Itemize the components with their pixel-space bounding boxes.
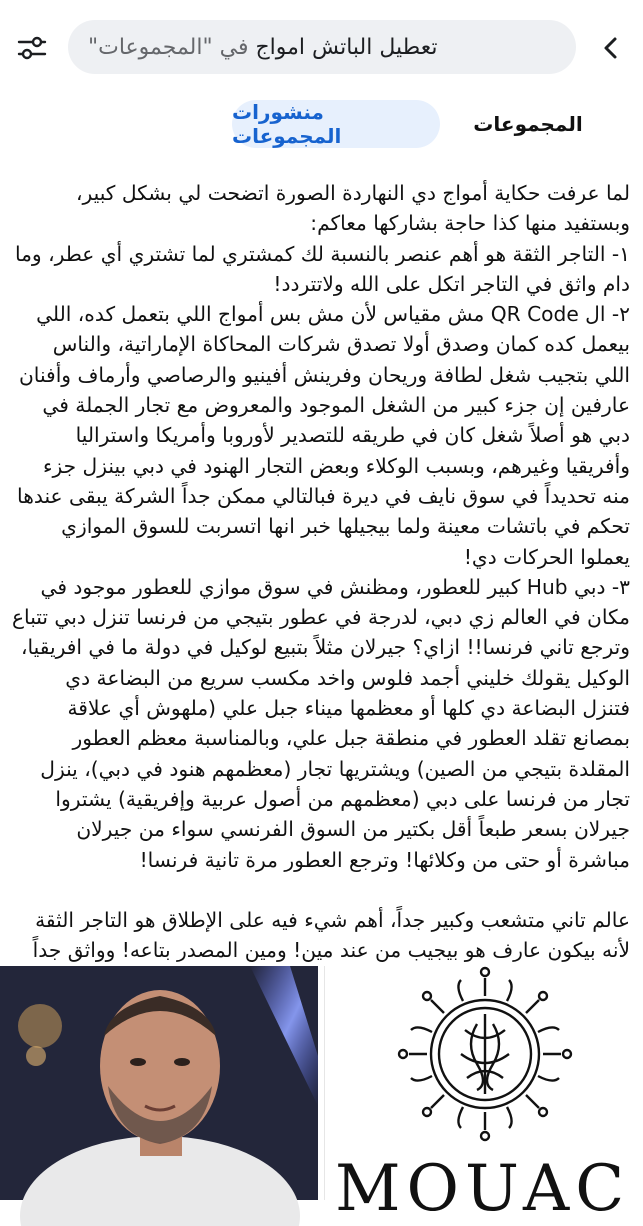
tab-group-posts[interactable]: منشورات المجموعات bbox=[232, 100, 440, 148]
back-button[interactable] bbox=[594, 30, 628, 66]
filter-button[interactable] bbox=[12, 28, 52, 68]
post-paragraph-conclusion: عالم تاني متشعب وكبير جداً، أهم شيء فيه على الإطلاق هو التاجر الثقة لأنه بيكون عارف هو بيجيب من عند مين! ومين المصدر بتاعه! وواثق جداً bbox=[32, 907, 630, 963]
post-photo-person[interactable] bbox=[0, 966, 318, 1200]
post-image-grid bbox=[0, 966, 643, 1226]
search-scope-prefix: في bbox=[219, 34, 249, 60]
tab-groups[interactable]: المجموعات bbox=[473, 112, 583, 136]
search-query: تعطيل الباتش امواج bbox=[255, 34, 438, 60]
post-paragraph-intro: لما عرفت حكاية أمواج دي النهاردة الصورة اتضحت لي بشكل كبير، وبستفيد منها كذا حاجة بشاركها معاكم: bbox=[75, 181, 630, 236]
post-photo-logo[interactable] bbox=[324, 966, 643, 1226]
chevron-left-icon bbox=[601, 35, 621, 61]
post-paragraph-point-2: ٢- ال QR Code مش مقياس لأن مش بس أمواج اللي بتعمل كده، اللي بيعمل كده كمان وصدق أولا تصدق شركات المحاكاة الإماراتية، والناس اللي بتجيب شغل لطافة وريحان وفرينش أفينيو والرصاصي وأرماف وأفنان عارفين إن جزء كبير من الشغل الموجود والمعروض مع تجار الجملة في دبي هو أصلاً شغل كان في طريقه للتصدير لأوروبا وأمريكا واستراليا وأفريقيا وغيرهم، وبسبب الوكلاء وبعض التجار الهنود في دبي بينزل جزء منه تحديداً في سوق نايف في ديرة فبالتالي ممكن جداً الشركة يبقى عندها تحكم في باتشات معينة ولما بيجيلها خبر انها اتسربت للسوق الموازي يعملوا الحركات دي! bbox=[17, 302, 630, 569]
search-bar[interactable] bbox=[68, 20, 576, 74]
sliders-icon bbox=[17, 35, 47, 61]
post-paragraph-point-1: ١- التاجر الثقة هو أهم عنصر بالنسبة لك كمشتري لما تشتري أي عطر، وما دام واثق في التاجر اتكل على الله ولاتتردد! bbox=[14, 241, 630, 296]
post-body bbox=[12, 178, 630, 963]
search-scope: "المجموعات" bbox=[88, 34, 213, 60]
paragraph-spacer bbox=[12, 875, 630, 905]
logo-wordmark: MOUAC bbox=[335, 1152, 631, 1226]
search-header bbox=[0, 0, 643, 98]
search-query-text bbox=[88, 35, 437, 60]
brand-emblem-icon bbox=[325, 966, 643, 1156]
search-filter-tabs bbox=[0, 98, 643, 156]
post-paragraph-point-3: ٣- دبي Hub كبير للعطور، ومظنش في سوق موازي للعطور موجود في مكان في العالم زي دبي، لدرجة في عطور بتيجي من فرنسا تنزل دبي تتباع وترجع تاني فرنسا!! ازاي؟ جيرلان مثلاً بتبيع لوكيل في دولة ما في افريقيا، الوكيل يقولك خليني أجمد فلوس واخد مكسب سريع من البضاعة دي فتنزل البضاعة دي كلها أو معظمها ميناء جبل علي (ملهوش أي علاقة بمصانع تقلد العطور في منطقة جبل علي، وبالمناسبة معظم العطور المقلدة بتيجي من الصين) ويشتريها تجار (معظمهم هنود في دبي)، ينزل تجار من فرنسا على دبي (معظمهم من أصول عربية وإفريقية) يشتروا جيرلان بسعر طبعاً أقل بكتير من السوق الفرنسي سواء من جيرلان مباشرة أو حتى من وكلائها! وترجع العطور مرة تانية فرنسا! bbox=[12, 574, 630, 872]
person-photo-illustration bbox=[0, 966, 318, 1200]
